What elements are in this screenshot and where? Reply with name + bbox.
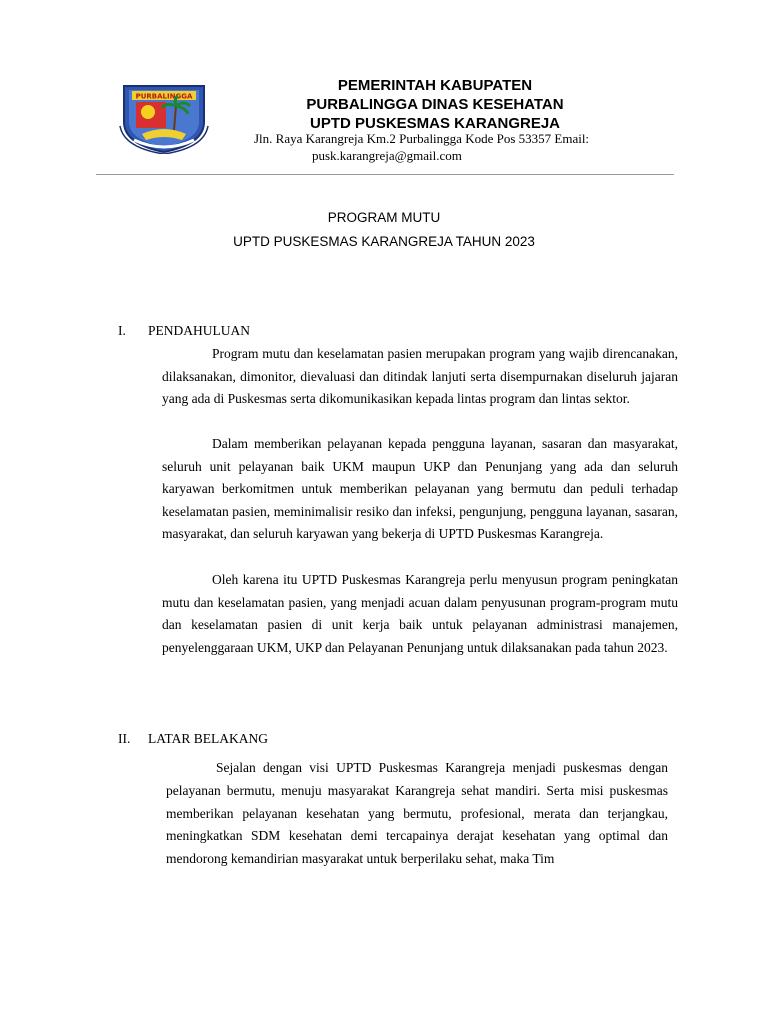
letterhead-line-3: UPTD PUSKESMAS KARANGREJA [309, 115, 561, 132]
letterhead-divider [96, 174, 674, 175]
paragraph: Oleh karena itu UPTD Puskesmas Karangreja perlu menyusun program peningkatan mutu dan keselamatan pasien, yang menjadi acuan dalam penyusunan program-program mutu dan keselamatan pasien di unit kerja baik untuk pelayanan administrasi manajemen, penyelenggaraan UKM, UKP dan Pelayanan Penunjang untuk dilaksanakan pada tahun 2023. [162, 572, 678, 655]
paragraph: Sejalan dengan visi UPTD Puskesmas Karangreja menjadi puskesmas dengan pelayanan bermutu, menuju masyarakat Karangreja sehat mandiri. Serta misi puskesmas memberikan pelayanan kesehatan yang bermutu, profesional, merata dan terjangkau, meningkatkan SDM kesehatan demi tercapainya derajat kesehatan yang optimal dan mendorong kemandirian masyarakat untuk berperilaku sehat, maka Tim [166, 760, 668, 867]
paragraph: Program mutu dan keselamatan pasien merupakan program yang wajib direncanakan, dilaksanakan, dimonitor, dievaluasi dan ditindak lanjuti serta disempurnakan diseluruh jajaran yang ada di Puskesmas serta dikomunikasikan kepada lintas program dan lintas sektor. [162, 346, 678, 407]
document-subtitle: UPTD PUSKESMAS KARANGREJA TAHUN 2023 [233, 234, 535, 249]
document-title: PROGRAM MUTU [327, 210, 441, 225]
letterhead-line-1: PEMERINTAH KABUPATEN [337, 77, 533, 94]
letterhead-line-2: PURBALINGGA DINAS KESEHATAN [306, 96, 564, 113]
section-number: II. [118, 731, 131, 746]
letterhead [230, 76, 640, 133]
section-title: PENDAHULUAN [148, 323, 250, 338]
address-email: pusk.karangreja@gmail.com [312, 148, 462, 163]
section-title: LATAR BELAKANG [148, 731, 269, 746]
address-line-1: Jln. Raya Karangreja Km.2 Purbalingga Kode Pos 53357 Email: [254, 131, 590, 146]
section-heading-pendahuluan [118, 323, 250, 339]
paragraph: Dalam memberikan pelayanan kepada pengguna layanan, sasaran dan masyarakat, seluruh unit pelayanan baik UKM maupun UKP dan Penunjang yang ada dan seluruh karyawan berkomitmen untuk memberikan pelayanan yang bermutu dan peduli terhadap keselamatan pasien, meminimalisir resiko dan infeksi, pengunjung, pengguna layanan, sasaran, masyarakat, dan seluruh karyawan yang bekerja di UPTD Puskesmas Karangreja. [162, 436, 678, 542]
svg-text:PURBALINGGA: PURBALINGGA [135, 92, 193, 101]
section-heading-latar-belakang [118, 731, 268, 747]
purbalingga-coat-of-arms-logo [118, 82, 210, 154]
section-number: I. [118, 323, 126, 338]
